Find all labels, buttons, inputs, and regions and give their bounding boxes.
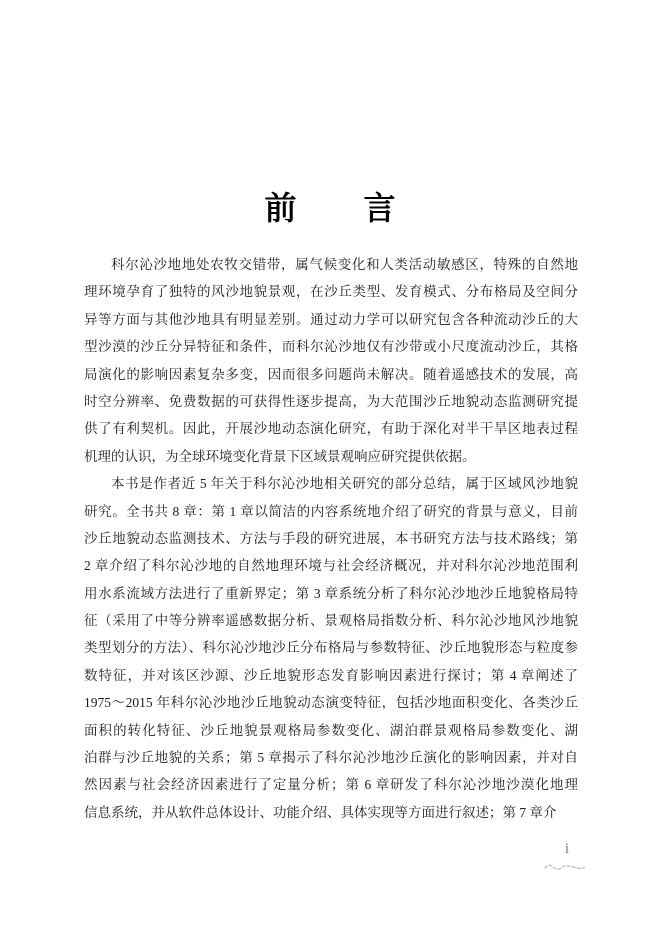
text-line: 科尔沁沙地地处农牧交错带，属气候变化和人类活动敏感区，特殊的自然地 (111, 257, 578, 272)
text-line: 数特征，并对该区沙源、沙丘地貌形态发育影响因素进行探讨；第 4 章阐述了 (84, 667, 578, 683)
text-line: 沙丘地貌动态监测技术、方法与手段的研究进展，本书研究方法与技术路线；第 (84, 530, 578, 546)
text-line: 供了有利契机。因此，开展沙地动态演化研究，有助于深化对半干旱区地表过程 (84, 421, 578, 437)
text-line: 本书是作者近 5 年关于科尔沁沙地相关研究的部分总结，属于区域风沙地貌 (111, 476, 578, 492)
text-line: 征（采用了中等分辨率遥感数据分析、景观格局指数分析、科尔沁沙地风沙地貌 (84, 613, 578, 629)
preface-text (84, 251, 578, 826)
scan-artifact-squiggle (543, 860, 589, 874)
text-line: 面积的转化特征、沙丘地貌景观格局参数变化、湖泊群景观格局参数变化、湖 (84, 722, 578, 738)
text-line: 型沙漠的沙丘分异特征和条件，而科尔沁沙地仅有沙带或小尺度流动沙丘，其格 (84, 339, 578, 355)
text-line: 类型划分的方法）、科尔沁沙地沙丘分布格局与参数特征、沙丘地貌形态与粒度参 (84, 640, 578, 656)
page-number: i (564, 841, 570, 857)
text-line: 研究。全书共 8 章：第 1 章以简洁的内容系统地介绍了研究的背景与意义，目前 (84, 503, 578, 519)
page-title: 前 言 (264, 190, 397, 226)
text-line: 理环境孕育了独特的风沙地貌景观，在沙丘类型、发育模式、分布格局及空间分 (84, 284, 578, 300)
text-line: 局演化的影响因素复杂多变，因而很多问题尚未解决。随着遥感技术的发展，高 (84, 366, 578, 382)
text-line: 泊群与沙丘地貌的关系；第 5 章揭示了科尔沁沙地沙丘演化的影响因素，并对自 (84, 750, 578, 766)
text-line: 机理的认识，为全球环境变化背景下区域景观响应研究提供依据。 (84, 448, 476, 464)
text-line: 信息系统，并从软件总体设计、功能介绍、具体实现等方面进行叙述；第 7 章介 (84, 804, 557, 820)
text-line: 2 章介绍了科尔沁沙地的自然地理环境与社会经济概况，并对科尔沁沙地范围利 (84, 558, 578, 574)
text-line: 然因素与社会经济因素进行了定量分析；第 6 章研发了科尔沁沙地沙漠化地理 (84, 777, 578, 793)
text-line: 异等方面与其他沙地具有明显差别。通过动力学可以研究包含各种流动沙丘的大 (84, 311, 578, 327)
text-line: 用水系流域方法进行了重新界定；第 3 章系统分析了科尔沁沙地沙丘地貌格局特 (84, 585, 578, 601)
text-line: 时空分辨率、免费数据的可获得性逐步提高，为大范围沙丘地貌动态监测研究提 (84, 393, 578, 409)
text-line: 1975～2015 年科尔沁沙地沙丘地貌动态演变特征，包括沙地面积变化、各类沙丘 (84, 695, 578, 711)
